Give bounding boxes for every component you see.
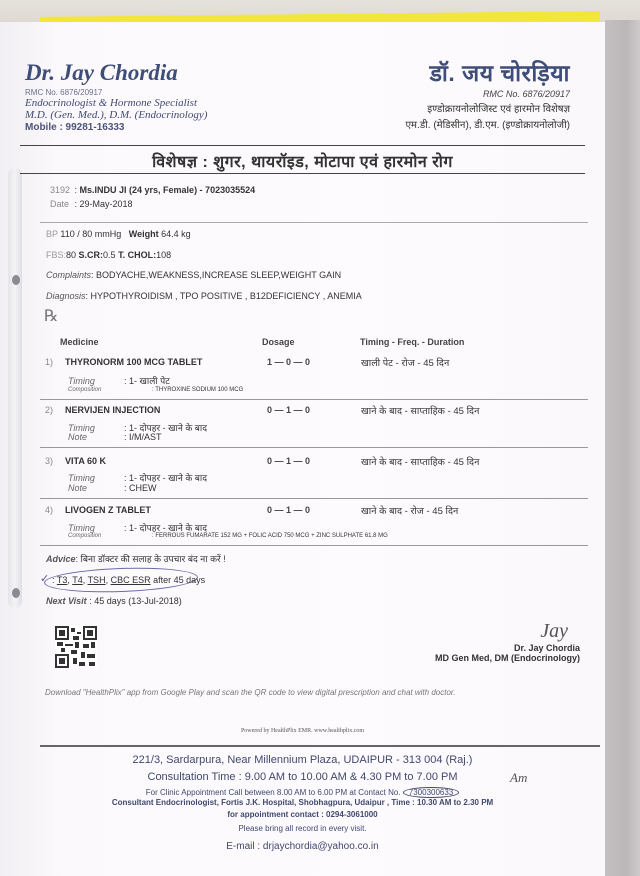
test-item: CBC ESR: [110, 575, 151, 585]
timing-label: Timing: [68, 423, 95, 433]
note-value: : CHEW: [124, 483, 157, 493]
medicine-composition: [68, 387, 243, 393]
footer-records-note: Please bring all record in every visit.: [238, 824, 367, 833]
weight-label: Weight: [128, 229, 159, 239]
chol-label: T. CHOL:: [118, 250, 157, 260]
complaints-label: Complaints: [46, 270, 92, 280]
medicine-schedule: खाने के बाद - रोज - 45 दिन: [361, 506, 459, 517]
doctor-mobile: Mobile : 99281-16333: [25, 122, 125, 133]
binder-strip: [8, 168, 22, 608]
timing-value: : 1- दोपहर - खाने के बाद: [124, 523, 208, 533]
appointment-text: For Clinic Appointment Call between 8.00 AM to 6.00 PM at Contact No.: [145, 788, 401, 797]
footer-appointment: [0, 787, 605, 798]
complaints-value: BODYACHE,WEAKNESS,INCREASE SLEEP,WEIGHT GAIN: [96, 270, 342, 280]
specialty-banner: विशेषज्ञ : शुगर, थायरॉइड, मोटापा एवं हारमोन रोग: [152, 154, 453, 171]
doctor-name-hindi: डॉ. जय चोरड़िया: [429, 60, 570, 86]
doctor-header-english: [25, 60, 207, 133]
check-mark-icon: ✓: [40, 573, 50, 585]
footer-consultation-time: Consultation Time : 9.00 AM to 10.00 AM & 4.30 PM to 7.00 PM: [147, 771, 458, 783]
test-item: TSH: [87, 575, 106, 585]
header-dosage: Dosage: [262, 337, 295, 347]
composition-label: Composition: [68, 533, 102, 539]
medicine-number: 2): [45, 405, 54, 415]
patient-info: 3192 : Ms.INDU JI (24 yrs, Female) - 7023035524 Date : 29-May-2018: [50, 185, 256, 209]
medicine-name: THYRONORM 100 MCG TABLET: [65, 357, 203, 367]
background-right: [605, 20, 640, 876]
bp-label: BP: [46, 229, 58, 239]
header-timing: Timing - Freq. - Duration: [360, 337, 465, 347]
composition-value: : THYROXINE SODIUM 100 MCG: [152, 387, 244, 393]
banner-rule: [20, 173, 585, 174]
timing-value: : 1- दोपहर - खाने के बाद: [124, 423, 208, 433]
signature-block: [435, 620, 580, 663]
medicine-name: VITA 60 K: [65, 456, 107, 466]
timing-label: Timing: [68, 523, 95, 533]
row-divider: [40, 498, 588, 499]
medicine-number: 4): [45, 505, 54, 515]
tests-advised: : T3, T4, TSH, CBC ESR after 45 days: [52, 575, 206, 585]
vitals-row-1: [46, 229, 191, 239]
medicine-name: LIVOGEN Z TABLET: [65, 505, 151, 515]
medicine-name: NERVIJEN INJECTION: [65, 405, 161, 415]
complaints: Complaints: BODYACHE,WEAKNESS,INCREASE SLEEP,WEIGHT GAIN: [46, 270, 342, 280]
doctor-name-english: Dr. Jay Chordia: [25, 60, 178, 85]
patient-id: 3192: [50, 185, 71, 195]
next-visit-value: : 45 days (13-Jul-2018): [89, 596, 182, 606]
handwritten-mark: Am: [510, 770, 528, 785]
scr-label: S.CR:: [78, 250, 104, 260]
fbs-label: FBS:: [46, 250, 67, 260]
medicine-note: [68, 432, 162, 442]
medicine-composition: [68, 533, 388, 539]
medicine-dosage: 0 — 1 — 0: [267, 505, 311, 515]
footer-fortis-contact: for appointment contact : 0294-3061000: [227, 810, 378, 819]
diagnosis-value: HYPOTHYROIDISM , TPO POSITIVE , B12DEFICIENCY , ANEMIA: [90, 291, 362, 301]
diagnosis: Diagnosis: HYPOTHYROIDISM , TPO POSITIVE , B12DEFICIENCY , ANEMIA: [46, 291, 362, 301]
medicine-schedule: खाने के बाद - साप्ताहिक - 45 दिन: [361, 406, 480, 417]
fbs-value: 80: [66, 250, 77, 260]
medicine-dosage: 0 — 1 — 0: [267, 456, 311, 466]
medicine-schedule: खाली पेट - रोज - 45 दिन: [361, 358, 450, 369]
doctor-degree: M.D. (Gen. Med.), D.M. (Endocrinology): [25, 109, 208, 121]
medicine-number: 1): [45, 357, 54, 367]
timing-value: : 1- खाली पेट: [124, 376, 170, 386]
composition-label: Composition: [68, 387, 102, 393]
doctor-degree-hindi: एम.डी. (मेडिसीन), डी.एम. (इण्डोक्रायनोलोजी): [405, 120, 570, 131]
row-divider: [40, 399, 588, 400]
signature-scribble: Jay: [540, 620, 568, 642]
patient-name: Ms.INDU JI (24 yrs, Female) - 7023035524: [79, 185, 256, 195]
rmc-number: RMC No. 6876/20917: [25, 88, 103, 97]
row-divider: [40, 447, 588, 448]
weight-value: 64.4 kg: [161, 229, 191, 239]
signature-name: Dr. Jay Chordia: [513, 643, 580, 653]
signature-qualification: MD Gen Med, DM (Endocrinology): [435, 653, 580, 663]
header-rule: [20, 145, 585, 146]
header-medicine: Medicine: [60, 337, 99, 347]
next-visit-label: Next Visit: [46, 596, 87, 606]
tests-suffix: after 45 days: [153, 575, 206, 585]
footer-fortis: Consultant Endocrinologist, Fortis J.K. Hospital, Shobhagpura, Udaipur , Time : 10.30 AM to 2.30 PM: [111, 798, 494, 807]
footer-address: 221/3, Sardarpura, Near Millennium Plaza, UDAIPUR - 313 004 (Raj.): [132, 754, 473, 766]
vitals-row-2: [46, 250, 171, 260]
test-item: T4: [72, 575, 83, 585]
visit-date: 29-May-2018: [79, 199, 133, 209]
medicine-dosage: 1 — 0 — 0: [267, 357, 311, 367]
note-label: Note: [68, 432, 88, 442]
date-label: Date: [50, 199, 70, 209]
note-value: : I/M/AST: [124, 432, 162, 442]
medicine-dosage: 0 — 1 — 0: [267, 405, 311, 415]
doctor-header-hindi: [406, 56, 570, 131]
medicine-note: [68, 483, 157, 493]
footer-email[interactable]: E-mail : drjaychordia@yahoo.co.in: [226, 841, 379, 852]
footer-rule: [40, 745, 600, 747]
appointment-phone[interactable]: 7300300633: [403, 787, 460, 798]
rmc-number-right: RMC No. 6876/20917: [482, 89, 570, 99]
qr-code[interactable]: [55, 626, 97, 668]
healthplix-note: Download "HealthPlix" app from Google Play and scan the QR code to view digital prescription and chat with doctor.: [45, 688, 456, 697]
medicine-number: 3): [45, 456, 54, 466]
row-divider: [40, 545, 588, 546]
diagnosis-label: Diagnosis: [46, 291, 86, 301]
scr-value: 0.5: [103, 250, 116, 260]
test-item: T3: [56, 575, 68, 585]
medicine-schedule: खाने के बाद - साप्ताहिक - 45 दिन: [361, 457, 480, 468]
advice: Advice: बिना डॉक्टर की सलाह के उपचार बंद ना करें !: [46, 554, 226, 564]
rx-icon: ℞: [44, 308, 59, 325]
medicine-timing: [68, 374, 170, 387]
composition-value: : FERROUS FUMARATE 152 MG + FOLIC ACID 750 MCG + ZINC SULPHATE 61.8 MG: [152, 533, 388, 539]
binder-hole: [12, 588, 20, 598]
note-label: Note: [68, 483, 88, 493]
chol-value: 108: [156, 250, 172, 260]
doctor-specialty: Endocrinologist & Hormone Specialist: [25, 97, 198, 109]
bp-value: 110 / 80 mmHg: [60, 229, 122, 239]
timing-label: Timing: [68, 473, 95, 483]
timing-label: Timing: [68, 376, 95, 386]
advice-value: बिना डॉक्टर की सलाह के उपचार बंद ना करें !: [80, 554, 226, 564]
next-visit: [46, 596, 182, 606]
patient-rule: [40, 222, 588, 223]
timing-value: : 1- दोपहर - खाने के बाद: [124, 473, 208, 483]
binder-hole: [12, 275, 20, 285]
advice-label: Advice: [46, 554, 76, 564]
powered-by[interactable]: Powered by HealthPlix EMR. www.healthplix.com: [240, 728, 365, 734]
doctor-specialty-hindi: इण्डोक्रायनोलोजिस्ट एवं हारमोन विशेषज्ञ: [427, 104, 570, 115]
